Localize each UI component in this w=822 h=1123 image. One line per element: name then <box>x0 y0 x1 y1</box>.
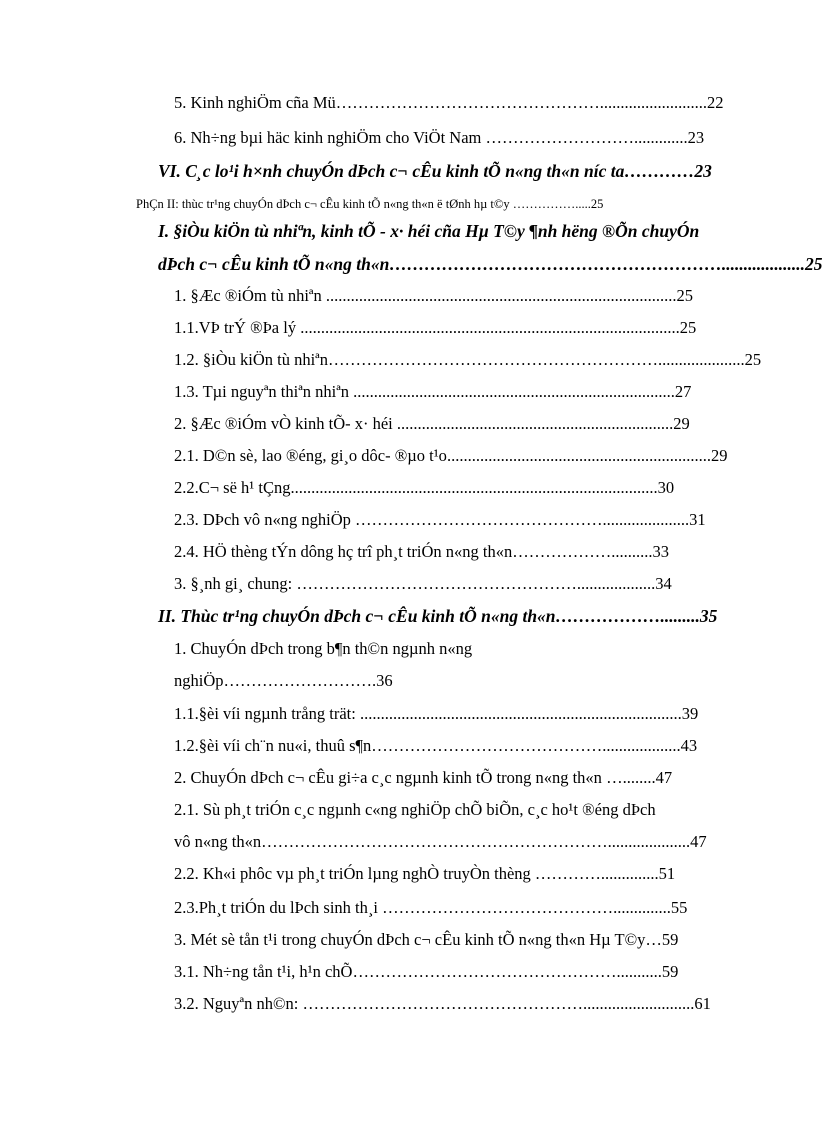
toc-section-heading <box>158 160 758 182</box>
toc-entry <box>174 735 758 757</box>
toc-entry-leader: ................................................................... <box>396 414 674 433</box>
toc-entry-page: 51 <box>658 864 676 883</box>
toc-entry <box>174 767 758 789</box>
toc-entry-text: 2.3. DÞch vô n«ng nghiÖp <box>174 510 356 529</box>
toc-entry-leader: ………….............. <box>534 864 659 883</box>
toc-entry-page: 33 <box>652 542 669 561</box>
toc-entry-text: 3.2. Nguyªn nh©n: <box>174 994 303 1013</box>
toc-entry <box>174 993 758 1015</box>
toc-entry-text: vô n«ng th«n <box>174 832 262 851</box>
toc-entry-text: 5. Kinh nghiÖm cña Mü <box>174 93 336 112</box>
toc-entry <box>174 477 758 499</box>
toc-entry-text: 3. Mét sè tån t¹i trong chuyÓn dÞch c¬ cÊu kinh tÕ n«ng th«n Hµ T©y <box>174 930 646 949</box>
toc-entry-page: 55 <box>670 898 688 917</box>
toc-entry-leader: ……………….......... <box>512 542 653 561</box>
toc-entry-text: 1. §Æc ®iÓm tù nhiªn <box>174 286 326 305</box>
toc-entry-page: 29 <box>710 446 728 465</box>
toc-entry <box>174 573 758 595</box>
toc-entry-page: 47 <box>655 768 673 787</box>
toc-entry-page: 31 <box>689 510 706 529</box>
toc-entry-text: 2.2.C¬ së h¹ tÇng <box>174 478 291 497</box>
toc-entry-text: 2.1. Sù ph¸t triÓn c¸c ngµnh c«ng nghiÖp chÕ biÕn, c¸c ho¹t ®éng dÞch <box>174 800 656 819</box>
toc-entry-page: 47 <box>690 832 707 851</box>
toc-entry-leader: ………………………………………….......................... <box>335 93 708 112</box>
toc-entry-text: II. Thùc tr¹ng chuyÓn dÞch c¬ cÊu kinh tÕ n«ng th«n <box>158 606 556 626</box>
toc-entry-leader: ................................................................ <box>446 446 711 465</box>
toc-entry-cont <box>174 670 758 692</box>
toc-entry-leader: ………… <box>624 161 695 181</box>
toc-entry-text: VI. C¸c lo¹i h×nh chuyÓn dÞch c¬ cÊu kinh tÕ n«ng th«n níc ta <box>158 161 625 181</box>
toc-entry-text: 1.1.VÞ trÝ ®Þa lý <box>174 318 301 337</box>
toc-section-heading-cont <box>158 253 822 275</box>
toc-entry-text: PhÇn II: thùc tr¹ng chuyÓn dÞch c¬ cÊu kinh tÕ n«ng th«n ë tØnh hµ t©y <box>136 197 513 211</box>
toc-entry-page: 27 <box>674 382 692 401</box>
toc-entry-text: 3. §¸nh gi¸ chung: <box>174 574 297 593</box>
toc-entry <box>174 897 758 919</box>
toc-entry-page: 34 <box>655 574 672 593</box>
toc-entry-text: 1.1.§èi víi ngµnh trång trät: <box>174 704 360 723</box>
toc-entry-leader: …………………………………………........... <box>352 962 662 981</box>
toc-entry-page: 23 <box>694 161 712 181</box>
toc-entry-page: 25 <box>679 318 697 337</box>
toc-entry <box>174 509 758 531</box>
toc-entry <box>174 863 758 885</box>
toc-entry-page: 30 <box>657 478 675 497</box>
toc-entry-text: nghiÖp……………………….36 <box>174 671 393 690</box>
toc-entry-page: 59 <box>661 930 679 949</box>
toc-entry-leader: … <box>645 930 662 949</box>
toc-entry-page: 25 <box>676 286 693 305</box>
toc-section-heading <box>158 220 758 242</box>
toc-entry-page: 39 <box>681 704 699 723</box>
toc-entry-text: 3.1. Nh÷ng tån t¹i, h¹n chÕ <box>174 962 353 981</box>
toc-entry <box>174 317 758 339</box>
toc-entry-leader: ......................................................................................... <box>290 478 658 497</box>
toc-entry-text: 2.4. HÖ thèng tÝn dông hç trî ph¸t triÓn n«ng th«n <box>174 542 513 561</box>
toc-entry-leader: ………………………………………..................... <box>355 510 690 529</box>
toc-entry-leader: ……………………………………………………..................... <box>327 350 745 369</box>
toc-entry <box>174 349 762 371</box>
toc-entry-page: 22 <box>707 93 724 112</box>
toc-entry-text: 1.2.§èi víi ch¨n nu«i, thuû s¶n <box>174 736 372 755</box>
toc-entry-leader: ……………………………………................... <box>371 736 681 755</box>
toc-entry-text: 2. ChuyÓn dÞch c¬ cÊu gi÷a c¸c ngµnh kinh tÕ trong n«ng th«n <box>174 768 607 787</box>
toc-entry-text: 6. Nh÷ng bµi häc kinh nghiÖm cho ViÖt Nam <box>174 128 486 147</box>
toc-entry-leader: ……………………………………………………….................... <box>261 832 691 851</box>
toc-entry-leader: ………………......... <box>555 606 700 626</box>
toc-entry <box>174 799 758 821</box>
toc-entry-leader: .............................................................................. <box>353 382 675 401</box>
toc-entry-leader: ………………………............. <box>485 128 688 147</box>
toc-entry-leader: ……………………………………………........................... <box>302 994 695 1013</box>
toc-entry-text: 2.3.Ph¸t triÓn du lÞch sinh th¸i <box>174 898 383 917</box>
toc-entry-cont <box>174 831 758 853</box>
toc-entry <box>174 381 758 403</box>
toc-entry <box>174 413 758 435</box>
toc-entry-leader: ……………..... <box>512 197 591 211</box>
toc-entry-page: 23 <box>687 128 705 147</box>
toc-entry <box>174 703 758 725</box>
toc-entry-leader: …........ <box>606 768 656 787</box>
toc-entry-text: dÞch c¬ cÊu kinh tÕ n«ng th«n <box>158 254 390 274</box>
toc-entry-leader: ……………………………………………................... <box>296 574 656 593</box>
toc-entry-page: 25 <box>804 254 822 274</box>
toc-entry-text: 2.2. Kh«i phôc vµ ph¸t triÓn lµng nghÒ truyÒn thèng <box>174 864 535 883</box>
toc-entry <box>174 961 758 983</box>
toc-section-heading <box>158 605 758 627</box>
toc-entry <box>174 541 758 563</box>
toc-entry-leader: …………………………………………………................... <box>389 254 805 274</box>
toc-entry-page: 25 <box>744 350 762 369</box>
toc-entry-leader: ..................................................................................... <box>325 286 677 305</box>
toc-entry-text: 1. ChuyÓn dÞch trong b¶n th©n ngµnh n«ng <box>174 639 473 658</box>
toc-entry <box>174 127 756 149</box>
toc-entry <box>174 285 758 307</box>
toc-entry-text: 1.3. Tµi nguyªn thiªn nhiªn <box>174 382 354 401</box>
toc-entry-text: I. §iÒu kiÖn tù nhiªn, kinh tÕ - x· héi cña Hµ T©y ¶nh hëng ®Õn chuyÓn <box>158 221 700 241</box>
toc-entry-leader: …………………………………….............. <box>382 898 671 917</box>
toc-entry-page: 59 <box>661 962 679 981</box>
toc-entry-text: 1.2. §iÒu kiÖn tù nhiªn <box>174 350 328 369</box>
toc-entry-text: 2. §Æc ®iÓm vÒ kinh tÕ- x· héi <box>174 414 397 433</box>
toc-entry-page: 61 <box>694 994 711 1013</box>
toc-part-heading <box>136 193 758 215</box>
toc-entry-page: 43 <box>680 736 698 755</box>
toc-entry-page: 29 <box>673 414 690 433</box>
toc-entry-page: 25 <box>590 197 604 211</box>
toc-entry-leader: .............................................................................. <box>359 704 682 723</box>
toc-entry <box>174 445 758 467</box>
toc-entry <box>174 638 758 660</box>
toc-entry-page: 35 <box>699 606 718 626</box>
toc-entry <box>174 929 758 951</box>
toc-entry-text: 2.1. D©n sè, lao ®éng, gi¸o dôc- ®µo t¹o <box>174 446 447 465</box>
toc-entry-leader: ............................................................................................ <box>300 318 680 337</box>
toc-entry <box>174 92 756 114</box>
